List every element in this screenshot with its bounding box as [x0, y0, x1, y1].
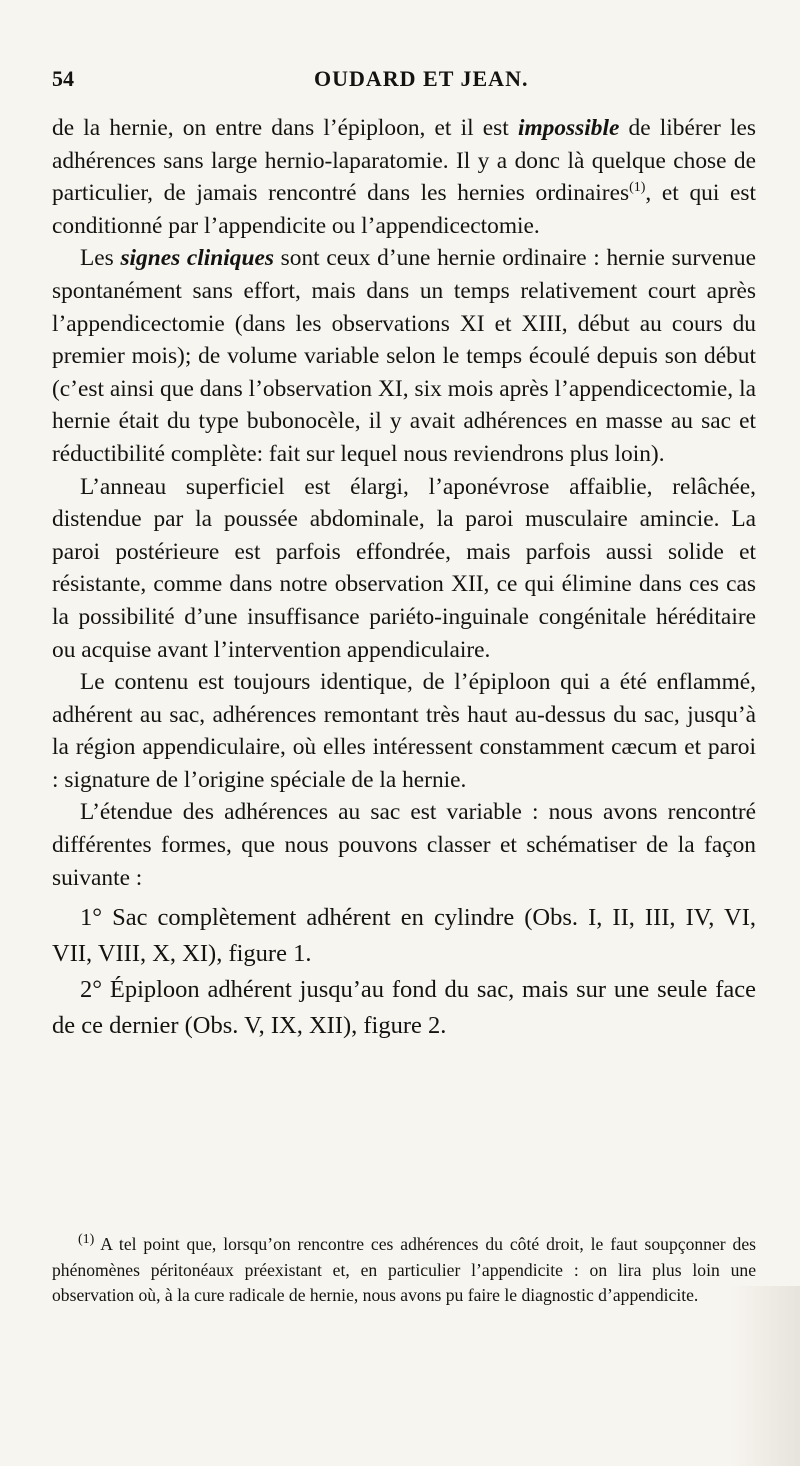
page-number: 54: [52, 66, 74, 91]
paragraph-2-text-c: sont ceux d’une hernie ordinaire : hernie survenue spontanément sans effort, mais dans un temps relativement court après l’appendicectomie (dans les observations XI et XIII, début au cours du premier mois); de volume variable selon le temps écoulé depuis son début (c’est ainsi que dans l’observation XI, six mois après l’appendicectomie, la hernie était du type bubonocèle, il y avait adhérences en masse au sac et réductibilité complète: fait sur lequel nous reviendrons plus loin).: [52, 245, 757, 467]
page-edge-shadow: [730, 1286, 800, 1466]
running-title: OUDARD ET JEAN.: [314, 66, 529, 91]
paragraph-1-text-a: de la hernie, on entre dans l’épiploon, et il est: [52, 115, 518, 141]
paragraph-1-text-d: , et qui est conditionné par l’appendicite ou l’appendicectomie.: [52, 180, 756, 239]
footnote-text: A tel point que, lorsqu’on rencontre ces adhérences du côté droit, le faut soupçonner des phénomènes péritonéaux préexistant et, en particulier l’appendicite : on lira plus loin une observation où, à la cure radicale de hernie, nous avons pu faire le diagnostic d’appendicite.: [52, 1234, 756, 1305]
footnote-marker: (1): [78, 1232, 95, 1248]
main-text: [52, 112, 756, 1044]
list-item-2: 2° Épiploon adhérent jusqu’au fond du sac, mais sur une seule face de ce dernier (Obs. V, IX, XII), figure 2.: [52, 976, 756, 1040]
footnote-reference[interactable]: (1): [629, 180, 646, 196]
page-header: [52, 66, 760, 100]
emphasis-impossible: impossible: [517, 115, 620, 141]
list-item-1: 1° Sac complètement adhérent en cylindre (Obs. I, II, III, IV, VI, VII, VIII, X, XI), figure 1.: [52, 904, 756, 968]
paragraph-3: L’anneau superficiel est élargi, l’aponévrose affaiblie, relâchée, distendue par la poussée abdominale, la paroi musculaire amincie. La paroi postérieure est parfois effondrée, mais parfois aussi solide et résistante, comme dans notre observation XII, ce qui élimine dans ces cas la possibilité d’une insuffisance pariéto-inguinale congénitale héréditaire ou acquise avant l’intervention appendiculaire.: [52, 473, 756, 663]
paragraph-1-text-c: de libérer les adhérences sans large hernio-laparatomie. Il y a donc là quelque chose de particulier, de jamais rencontré dans les hernies ordinaires: [52, 115, 756, 207]
footnote: [52, 1232, 756, 1309]
emphasis-signes-cliniques: signes cliniques: [120, 245, 274, 272]
paragraph-1: [52, 112, 756, 242]
paragraph-4: Le contenu est toujours identique, de l’épiploon qui a été enflammé, adhérent au sac, adhérences remontant très haut au-dessus du sac, jusqu’à la région appendiculaire, où elles intéressent constamment cæcum et paroi : signature de l’origine spéciale de la hernie.: [52, 669, 756, 793]
paragraph-2-text-a: Les: [80, 245, 121, 272]
paragraph-2: [52, 242, 756, 470]
paragraph-5: L’étendue des adhérences au sac est variable : nous avons rencontré différentes formes, que nous pouvons classer et schématiser de la façon suivante :: [52, 799, 756, 891]
